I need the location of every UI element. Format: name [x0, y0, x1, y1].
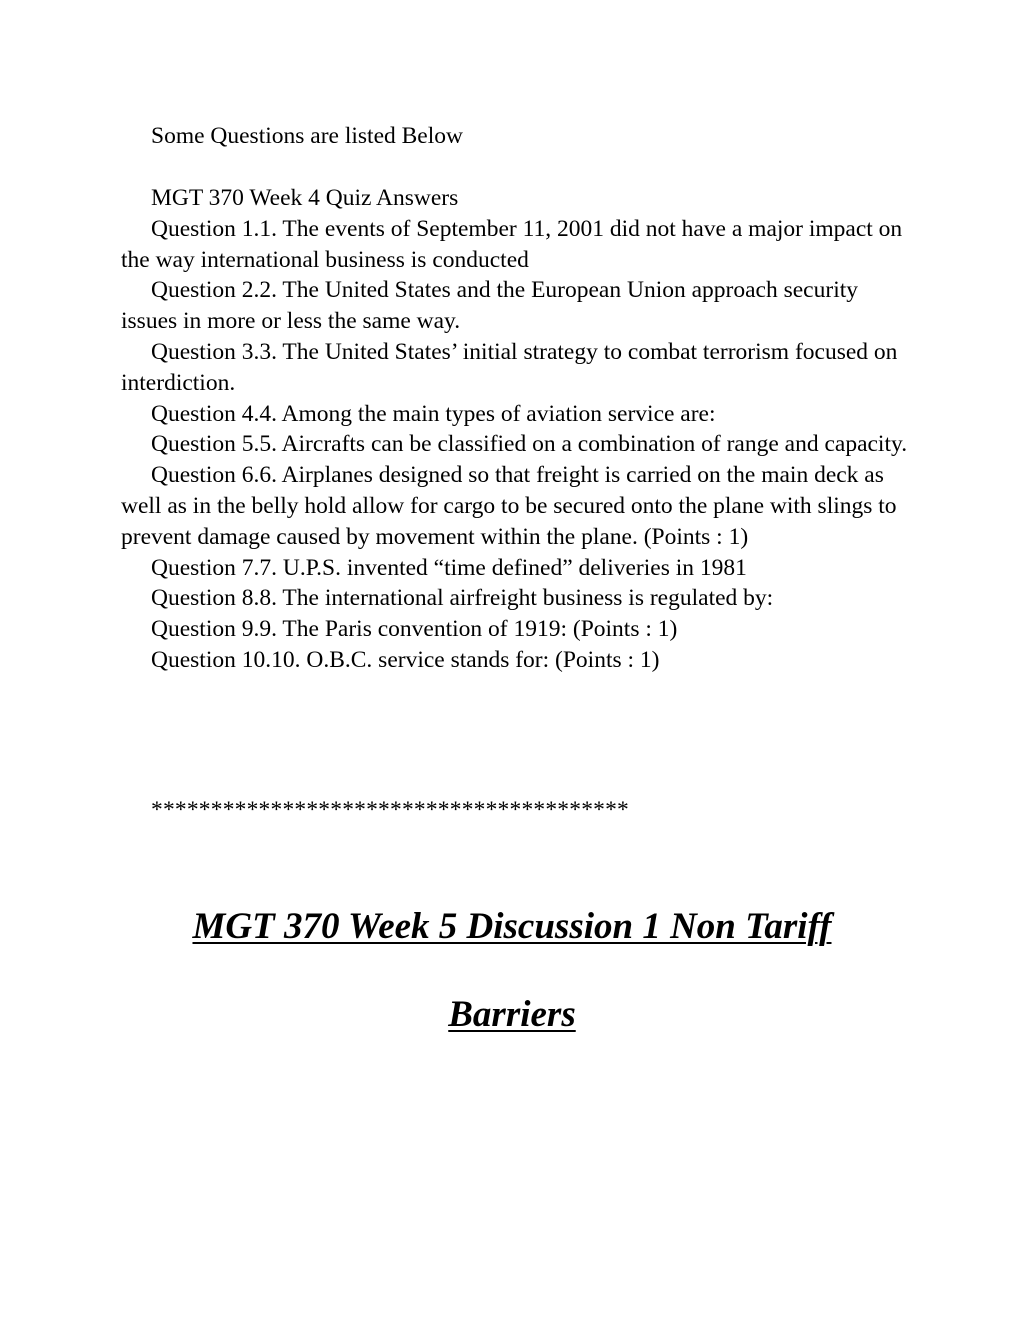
question-item: Question 9.9. The Paris convention of 1919: (Points : 1): [151, 616, 678, 643]
quiz-title: MGT 370 Week 4 Quiz Answers: [151, 185, 459, 211]
question-item: Question 5.5. Aircrafts can be classified on a combination of range and capacity.: [151, 431, 908, 458]
intro-text: [121, 121, 911, 152]
question-item: Question 2.2. The United States and the European Union approach security issues in more or less the same way.: [121, 277, 858, 335]
question-item: Question 10.10. O.B.C. service stands for: (Points : 1): [151, 646, 660, 673]
question-item: Question 8.8. The international airfreight business is regulated by:: [151, 585, 774, 612]
separator-line: ****************************************: [151, 797, 629, 823]
question-item: Question 3.3. The United States’ initial strategy to combat terrorism focused on interdiction.: [121, 338, 898, 396]
section-heading-line-2: Barriers: [448, 994, 576, 1035]
question-item: Question 6.6. Airplanes designed so that freight is carried on the main deck as well as in the belly hold allow for cargo to be secured onto the plane with slings to prevent damage caused by movement within the plane. (Points : 1): [121, 462, 897, 550]
question-item: Question 1.1. The events of September 11, 2001 did not have a major impact on the way international business is conducted: [121, 215, 903, 273]
question-item: Question 4.4. Among the main types of aviation service are:: [151, 400, 716, 427]
intro-line: Some Questions are listed Below: [151, 123, 463, 149]
question-item: Question 7.7. U.P.S. invented “time defined” deliveries in 1981: [151, 554, 747, 581]
quiz-section: [121, 183, 911, 676]
section-heading-line-1: MGT 370 Week 5 Discussion 1 Non Tariff: [192, 906, 832, 947]
